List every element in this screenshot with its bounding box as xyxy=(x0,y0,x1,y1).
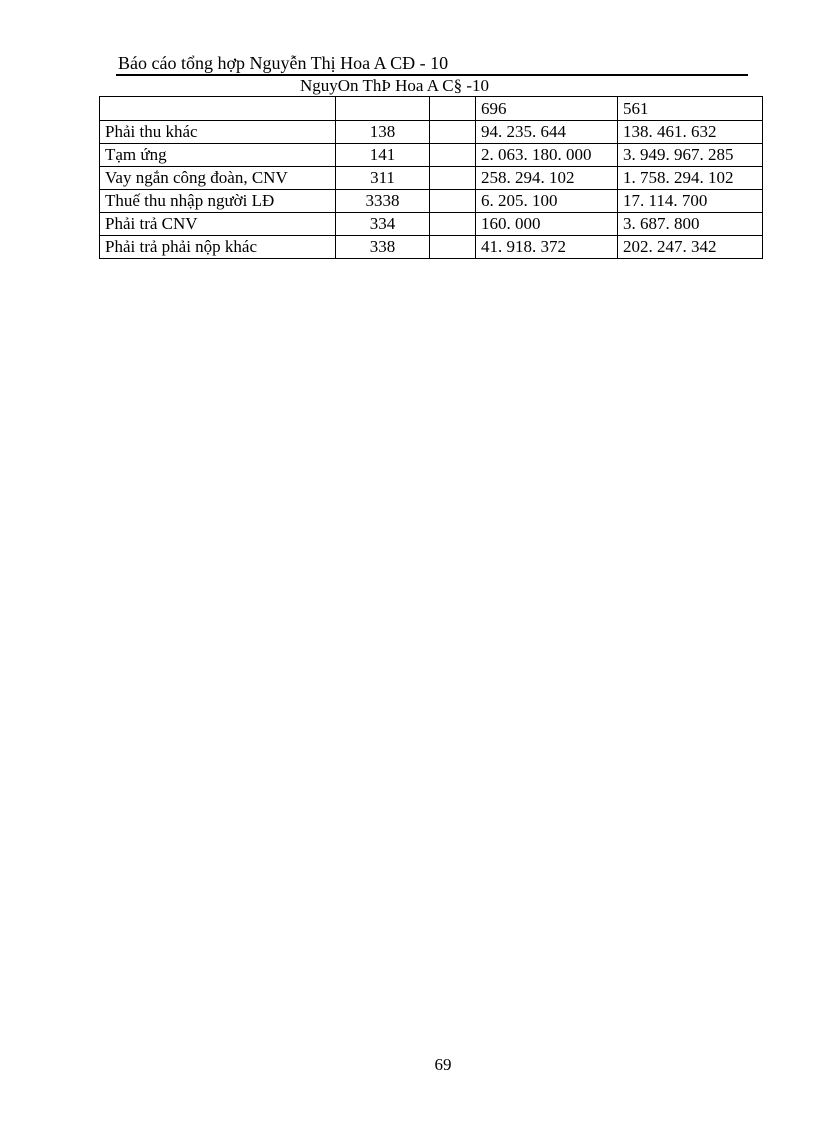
table-cell-value-1: 94. 235. 644 xyxy=(476,121,618,144)
table-cell-name: Phải trả CNV xyxy=(100,213,336,236)
page-header xyxy=(116,52,748,76)
table-cell-value-1: 6. 205. 100 xyxy=(476,190,618,213)
table-cell-code: 334 xyxy=(336,213,430,236)
table-cell-value-1: 696 xyxy=(476,97,618,121)
table-cell-value-2: 3. 687. 800 xyxy=(618,213,763,236)
table-cell-name xyxy=(100,97,336,121)
table-cell-value-2: 138. 461. 632 xyxy=(618,121,763,144)
table-cell-name: Vay ngắn công đoàn, CNV xyxy=(100,167,336,190)
table-cell-code: 141 xyxy=(336,144,430,167)
table-cell-code: 311 xyxy=(336,167,430,190)
report-title: Báo cáo tổng hợp Nguyễn Thị Hoa A CĐ - 10 xyxy=(118,53,449,73)
table-row xyxy=(100,144,763,167)
table-cell-code: 338 xyxy=(336,236,430,259)
table-cell-empty xyxy=(430,167,476,190)
table-cell-empty xyxy=(430,144,476,167)
table-row xyxy=(100,121,763,144)
table-row xyxy=(100,236,763,259)
table-cell-empty xyxy=(430,97,476,121)
table-cell-code xyxy=(336,97,430,121)
table-cell-value-2: 561 xyxy=(618,97,763,121)
table-cell-name: Phải trả phải nộp khác xyxy=(100,236,336,259)
table-cell-value-2: 3. 949. 967. 285 xyxy=(618,144,763,167)
table-cell-name: Phải thu khác xyxy=(100,121,336,144)
table-cell-value-2: 17. 114. 700 xyxy=(618,190,763,213)
table-cell-name: Tạm ứng xyxy=(100,144,336,167)
table-cell-value-2: 1. 758. 294. 102 xyxy=(618,167,763,190)
ledger-table xyxy=(99,96,763,259)
table-cell-empty xyxy=(430,236,476,259)
table-cell-value-2: 202. 247. 342 xyxy=(618,236,763,259)
table-cell-empty xyxy=(430,213,476,236)
table-cell-value-1: 160. 000 xyxy=(476,213,618,236)
table-row xyxy=(100,213,763,236)
table-row xyxy=(100,190,763,213)
page-number: 69 xyxy=(434,1055,452,1074)
table-cell-empty xyxy=(430,121,476,144)
table-row xyxy=(100,167,763,190)
table-row xyxy=(100,97,763,121)
table-cell-name: Thuế thu nhập người LĐ xyxy=(100,190,336,213)
table-cell-value-1: 41. 918. 372 xyxy=(476,236,618,259)
table-cell-value-1: 258. 294. 102 xyxy=(476,167,618,190)
table-cell-empty xyxy=(430,190,476,213)
table-cell-code: 138 xyxy=(336,121,430,144)
table-cell-value-1: 2. 063. 180. 000 xyxy=(476,144,618,167)
table-cell-code: 3338 xyxy=(336,190,430,213)
report-subtitle: NguyOn ThÞ Hoa A C§ -10 xyxy=(300,76,490,95)
